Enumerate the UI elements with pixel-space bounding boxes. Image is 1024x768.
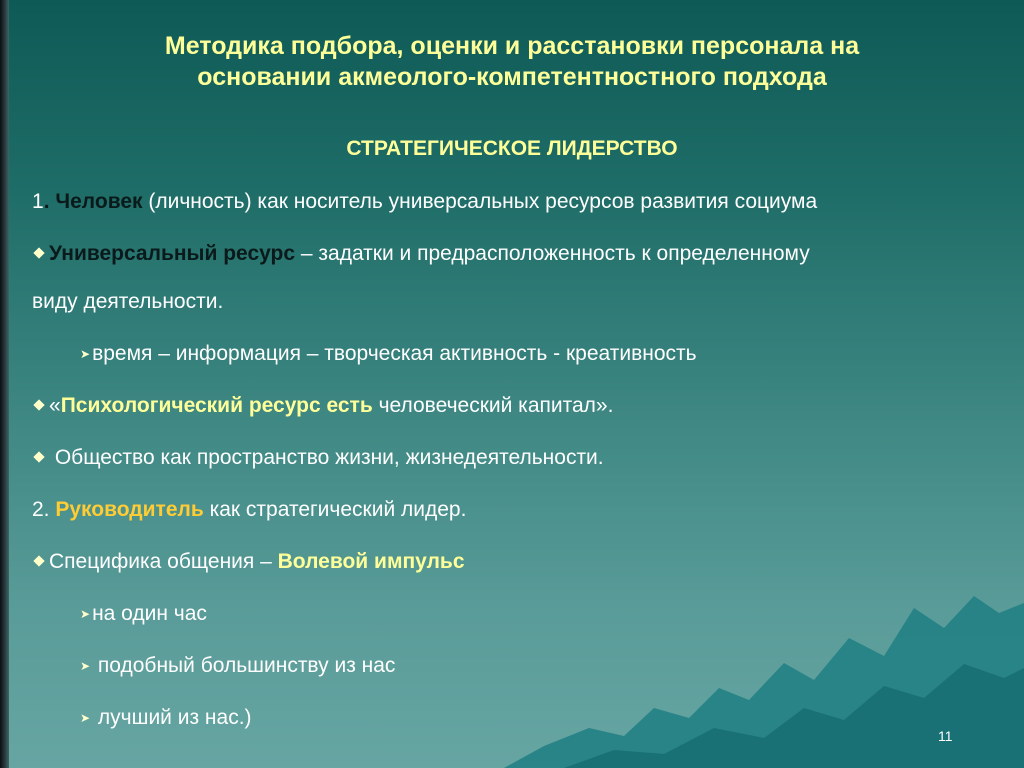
line-10-text: подобный большинству из нас [92, 654, 396, 677]
body-line-8 [32, 549, 465, 575]
line-11-text: лучший из нас.) [92, 706, 252, 729]
section-subtitle-text: СТРАТЕГИЧЕСКОЕ ЛИДЕРСТВО [346, 137, 678, 160]
body-line-5 [32, 393, 613, 419]
line-7-text: как стратегический лидер. [203, 498, 467, 521]
line-2-text: – задатки и предрасположенность к определенному [295, 242, 810, 265]
item-number-1-dot: . [43, 190, 50, 213]
slide-title-line-1: Методика подбора, оценки и расстановки персонала на [164, 32, 860, 60]
body-line-6 [32, 445, 604, 471]
body-line-11 [80, 705, 252, 731]
body-line-2 [32, 241, 810, 267]
line-4-text: время – информация – творческая активность - креативность [92, 342, 697, 365]
slide-page-number: 11 [938, 728, 953, 744]
diamond-bullet-icon [33, 247, 44, 258]
section-subtitle [20, 132, 1004, 166]
keyword-rukovoditel: Руководитель [55, 498, 204, 521]
body-line-4 [80, 341, 697, 367]
line-1-text: (личность) как носитель универсальных ресурсов развития социума [142, 190, 818, 213]
slide-title-line-2: основании акмеолого-компетентностного подхода [197, 63, 827, 91]
arrow-bullet-icon: ➤ [80, 711, 91, 726]
body-line-1 [32, 189, 817, 215]
body-line-3: виду деятельности. [32, 290, 224, 313]
keyword-chelovek: Человек [49, 190, 143, 213]
diamond-bullet-icon [33, 451, 44, 462]
keyword-universal-resource: Универсальный ресурс [49, 242, 296, 265]
keyword-psych-resource: Психологический ресурс есть [60, 394, 373, 417]
body-line-7 [32, 497, 466, 523]
item-number-2: 2. [32, 498, 56, 521]
diamond-bullet-icon [33, 555, 44, 566]
line-5-text: человеческий капитал». [372, 394, 614, 417]
body-line-9 [80, 601, 207, 627]
item-number-1: 1 [32, 190, 44, 213]
line-9-text: на один час [92, 602, 207, 625]
arrow-bullet-icon: ➤ [80, 659, 91, 674]
diamond-bullet-icon [33, 399, 44, 410]
keyword-volevoy-impuls: Волевой импульс [277, 550, 465, 573]
line-6-text: Общество как пространство жизни, жизнедеятельности. [49, 446, 604, 469]
left-edge-bar [0, 0, 9, 768]
line-8-text: Специфика общения – [49, 550, 278, 573]
arrow-bullet-icon: ➤ [80, 607, 91, 622]
line-5-quote-open: « [49, 394, 61, 417]
arrow-bullet-icon: ➤ [80, 347, 91, 362]
body-line-10 [80, 653, 395, 679]
